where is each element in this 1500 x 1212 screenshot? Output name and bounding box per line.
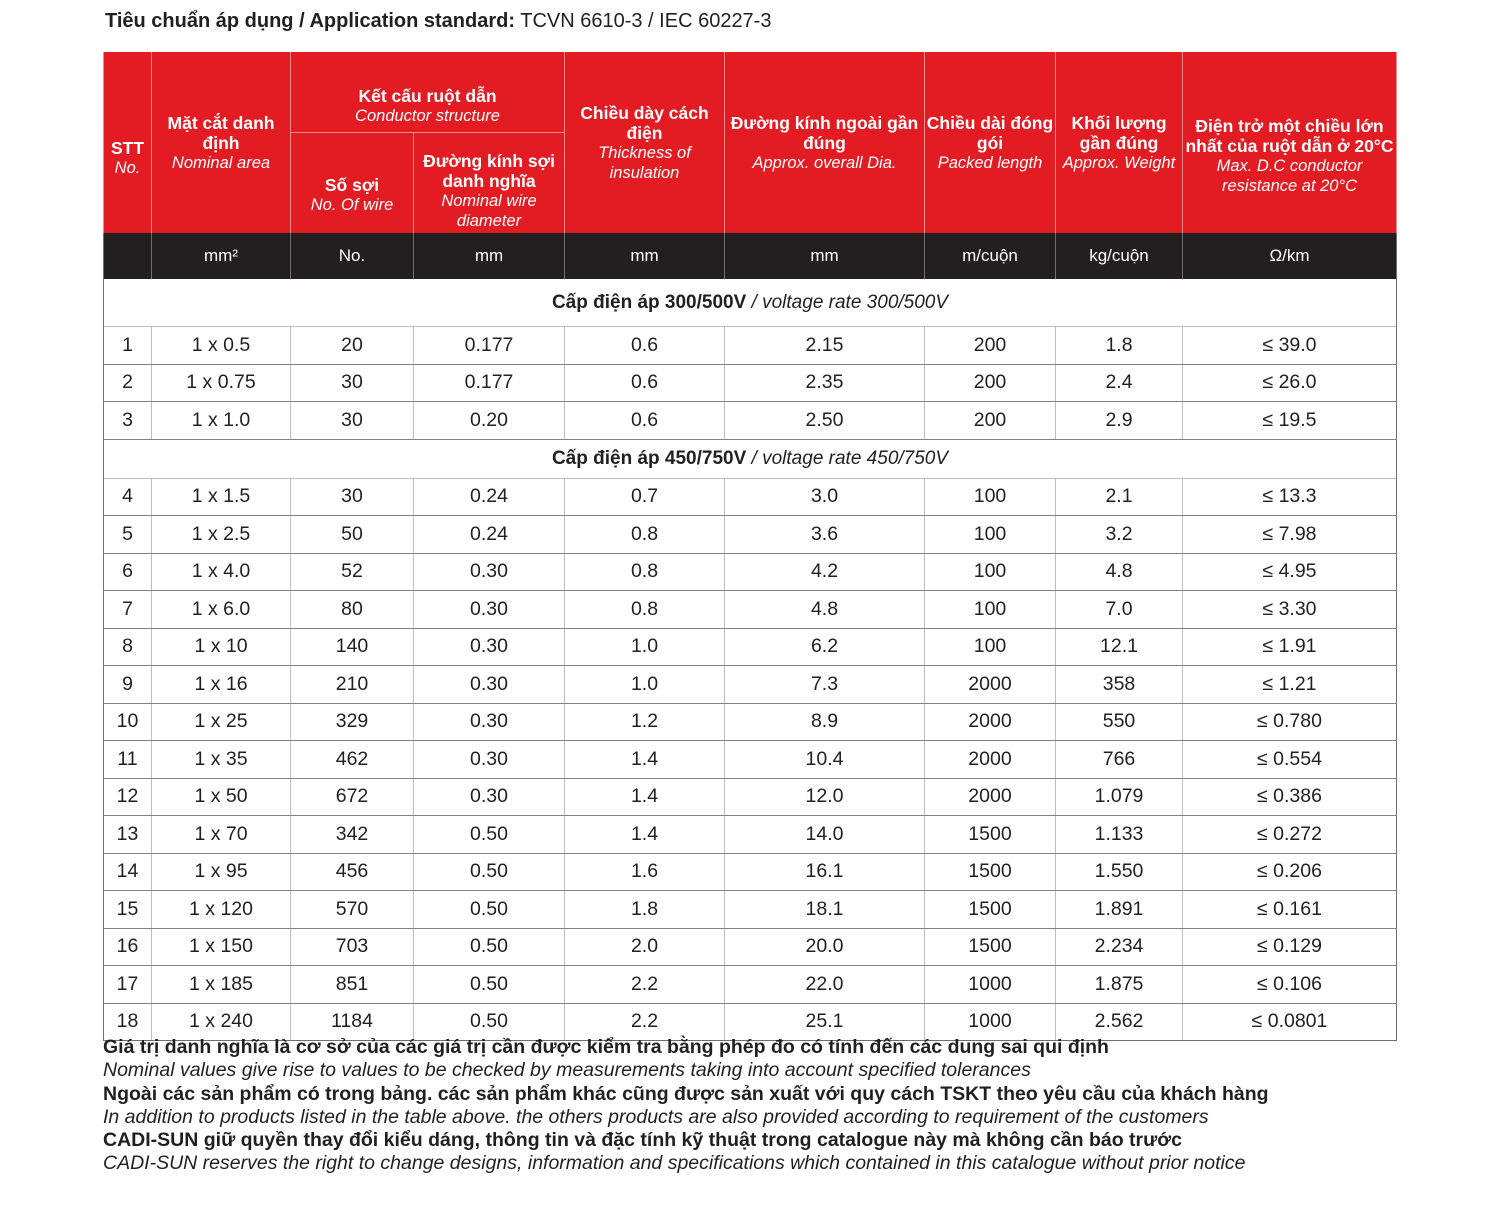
table-cell: 80: [291, 591, 414, 629]
table-cell: 100: [925, 628, 1056, 666]
table-cell: ≤ 0.780: [1183, 703, 1397, 741]
table-cell: 2.2: [565, 966, 725, 1004]
table-cell: 1 x 185: [152, 966, 291, 1004]
table-cell: ≤ 13.3: [1183, 478, 1397, 516]
header-insulation-thickness: Chiều dày cách điện Thickness of insulation: [565, 52, 725, 233]
table-cell: 8.9: [725, 703, 925, 741]
table-cell: 0.50: [414, 891, 565, 929]
table-cell: 1 x 1.5: [152, 478, 291, 516]
table-cell: 7.3: [725, 666, 925, 704]
unit-cell: Ω/km: [1183, 233, 1397, 279]
table-cell: 10.4: [725, 741, 925, 779]
table-cell: 0.24: [414, 516, 565, 554]
table-cell: 1.079: [1056, 778, 1183, 816]
table-cell: 3.0: [725, 478, 925, 516]
table-cell: ≤ 0.386: [1183, 778, 1397, 816]
table-cell: 1 x 10: [152, 628, 291, 666]
note-vi: Giá trị danh nghĩa là cơ sở của các giá trị cần được kiểm tra bằng phép đo có tính đến các dung sai qui định: [103, 1036, 1109, 1058]
table-row: [104, 853, 1397, 891]
table-cell: 1 x 50: [152, 778, 291, 816]
table-cell: ≤ 0.106: [1183, 966, 1397, 1004]
table-cell: 570: [291, 891, 414, 929]
table-cell: 7: [104, 591, 152, 629]
table-cell: 0.30: [414, 703, 565, 741]
section-heading-en: / voltage rate 450/750V: [746, 447, 949, 469]
table-cell: 1.0: [565, 628, 725, 666]
table-cell: 10: [104, 703, 152, 741]
table-cell: 0.50: [414, 816, 565, 854]
header-wire-diameter: Đường kính sợi danh nghĩa Nominal wire diameter: [414, 133, 565, 234]
table-cell: 0.6: [565, 327, 725, 365]
table-cell: 2.1: [1056, 478, 1183, 516]
unit-cell: No.: [291, 233, 414, 279]
table-cell: 140: [291, 628, 414, 666]
unit-cell: mm²: [152, 233, 291, 279]
table-row: [104, 327, 1397, 365]
table-cell: 0.8: [565, 553, 725, 591]
table-cell: 12.0: [725, 778, 925, 816]
table-cell: 0.30: [414, 591, 565, 629]
table-cell: 100: [925, 591, 1056, 629]
table-cell: 2.2: [565, 1003, 725, 1041]
table-cell: 2: [104, 364, 152, 402]
note-vi: Ngoài các sản phẩm có trong bảng. các sản phẩm khác cũng được sản xuất với quy cách TSKT theo yêu cầu của khách hàng: [103, 1082, 1269, 1105]
table-cell: 358: [1056, 666, 1183, 704]
table-cell: 1 x 240: [152, 1003, 291, 1041]
note-en: CADI-SUN reserves the right to change designs, information and specifications which contained in this catalogue without prior notice: [103, 1152, 1246, 1175]
table-cell: 14: [104, 853, 152, 891]
note-en: In addition to products listed in the table above. the others products are also provided according to requirement of the customers: [103, 1105, 1209, 1128]
table-row: [104, 778, 1397, 816]
table-cell: 0.6: [565, 402, 725, 440]
table-cell: ≤ 0.161: [1183, 891, 1397, 929]
table-row: [104, 1003, 1397, 1041]
table-cell: ≤ 0.129: [1183, 928, 1397, 966]
table-cell: 456: [291, 853, 414, 891]
table-cell: 200: [925, 364, 1056, 402]
table-cell: 1000: [925, 1003, 1056, 1041]
table-cell: 12.1: [1056, 628, 1183, 666]
table-cell: 3: [104, 402, 152, 440]
table-cell: 0.177: [414, 364, 565, 402]
table-cell: 342: [291, 816, 414, 854]
table-cell: 3.6: [725, 516, 925, 554]
table-cell: 16.1: [725, 853, 925, 891]
table-cell: 462: [291, 741, 414, 779]
table-cell: 30: [291, 478, 414, 516]
unit-cell: kg/cuộn: [1056, 233, 1183, 279]
table-cell: 2000: [925, 703, 1056, 741]
table-row: [104, 591, 1397, 629]
table-cell: 3.2: [1056, 516, 1183, 554]
table-cell: 1.4: [565, 741, 725, 779]
table-row: [104, 666, 1397, 704]
table-cell: 15: [104, 891, 152, 929]
table-cell: ≤ 1.91: [1183, 628, 1397, 666]
table-cell: 2.15: [725, 327, 925, 365]
table-cell: 1.8: [565, 891, 725, 929]
table-row: [104, 402, 1397, 440]
table-cell: 17: [104, 966, 152, 1004]
table-cell: 1 x 35: [152, 741, 291, 779]
table-cell: 20: [291, 327, 414, 365]
table-row: [104, 928, 1397, 966]
table-cell: 13: [104, 816, 152, 854]
table-cell: 2.234: [1056, 928, 1183, 966]
table-cell: 0.24: [414, 478, 565, 516]
table-cell: 2.50: [725, 402, 925, 440]
table-cell: 18: [104, 1003, 152, 1041]
table-cell: 16: [104, 928, 152, 966]
table-cell: 1 x 4.0: [152, 553, 291, 591]
table-row: [104, 703, 1397, 741]
table-cell: 4: [104, 478, 152, 516]
cable-spec-table: [103, 52, 1397, 1041]
section-heading-row: [104, 439, 1397, 478]
application-standard: [105, 10, 771, 33]
table-cell: 672: [291, 778, 414, 816]
table-cell: 2.562: [1056, 1003, 1183, 1041]
table-cell: 200: [925, 327, 1056, 365]
table-cell: 0.50: [414, 853, 565, 891]
table-cell: 1.4: [565, 816, 725, 854]
table-cell: 1 x 70: [152, 816, 291, 854]
table-cell: 2.9: [1056, 402, 1183, 440]
table-cell: ≤ 26.0: [1183, 364, 1397, 402]
table-cell: 14.0: [725, 816, 925, 854]
table-cell: 6.2: [725, 628, 925, 666]
section-heading: [104, 279, 1397, 327]
table-cell: 1 x 25: [152, 703, 291, 741]
table-cell: 100: [925, 553, 1056, 591]
table-cell: 1 x 0.5: [152, 327, 291, 365]
standard-label: Tiêu chuẩn áp dụng / Application standard:: [105, 10, 516, 32]
table-cell: 210: [291, 666, 414, 704]
section-heading-row: [104, 279, 1397, 327]
table-cell: 1500: [925, 816, 1056, 854]
table-cell: 9: [104, 666, 152, 704]
header-packed-length: Chiều dài đóng gói Packed length: [925, 52, 1056, 233]
table-cell: 0.8: [565, 516, 725, 554]
header-stt: STT No.: [104, 52, 152, 233]
table-cell: 22.0: [725, 966, 925, 1004]
header-approx-weight: Khối lượng gần đúng Approx. Weight: [1056, 52, 1183, 233]
table-cell: ≤ 1.21: [1183, 666, 1397, 704]
table-cell: 1500: [925, 928, 1056, 966]
table-cell: 703: [291, 928, 414, 966]
table-cell: 1 x 150: [152, 928, 291, 966]
table-cell: ≤ 4.95: [1183, 553, 1397, 591]
table-cell: 2.0: [565, 928, 725, 966]
note-vi: CADI-SUN giữ quyền thay đổi kiểu dáng, thông tin và đặc tính kỹ thuật trong catalogue này mà không cần báo trước: [103, 1129, 1182, 1152]
table-cell: 4.8: [1056, 553, 1183, 591]
table-cell: 50: [291, 516, 414, 554]
table-cell: 0.20: [414, 402, 565, 440]
table-cell: ≤ 0.206: [1183, 853, 1397, 891]
table-cell: 1500: [925, 853, 1056, 891]
table-cell: 4.2: [725, 553, 925, 591]
unit-cell: mm: [414, 233, 565, 279]
table-cell: 0.50: [414, 1003, 565, 1041]
table-cell: 2000: [925, 666, 1056, 704]
table-cell: 1.133: [1056, 816, 1183, 854]
table-cell: 0.30: [414, 553, 565, 591]
table-cell: 0.50: [414, 966, 565, 1004]
table-cell: 329: [291, 703, 414, 741]
table-cell: 4.8: [725, 591, 925, 629]
table-row: [104, 741, 1397, 779]
table-cell: 100: [925, 478, 1056, 516]
table-cell: 550: [1056, 703, 1183, 741]
table-cell: 0.30: [414, 666, 565, 704]
header-conductor-structure: Kết cấu ruột dẫn Conductor structure: [291, 52, 565, 133]
table-cell: ≤ 0.272: [1183, 816, 1397, 854]
table-cell: 18.1: [725, 891, 925, 929]
section-heading: [104, 439, 1397, 478]
table-row: [104, 628, 1397, 666]
table-cell: 100: [925, 516, 1056, 554]
table-cell: 25.1: [725, 1003, 925, 1041]
table-cell: 30: [291, 364, 414, 402]
table-row: [104, 516, 1397, 554]
table-cell: 0.6: [565, 364, 725, 402]
table-cell: 11: [104, 741, 152, 779]
table-cell: 2000: [925, 741, 1056, 779]
table-cell: 1: [104, 327, 152, 365]
table-row: [104, 478, 1397, 516]
table-cell: 1.875: [1056, 966, 1183, 1004]
table-cell: 1.8: [1056, 327, 1183, 365]
table-cell: 52: [291, 553, 414, 591]
table-body: [104, 279, 1397, 1041]
table-cell: 200: [925, 402, 1056, 440]
table-cell: 0.7: [565, 478, 725, 516]
table-cell: 30: [291, 402, 414, 440]
header-row: [104, 52, 1397, 133]
table-cell: 2.35: [725, 364, 925, 402]
table-cell: ≤ 0.0801: [1183, 1003, 1397, 1041]
table-cell: 851: [291, 966, 414, 1004]
table-cell: 20.0: [725, 928, 925, 966]
unit-cell: [104, 233, 152, 279]
table-cell: 1.6: [565, 853, 725, 891]
table-cell: 1 x 0.75: [152, 364, 291, 402]
table-cell: 1 x 16: [152, 666, 291, 704]
table-cell: 1.550: [1056, 853, 1183, 891]
table-cell: 1500: [925, 891, 1056, 929]
table-cell: 2.4: [1056, 364, 1183, 402]
table-cell: 1.4: [565, 778, 725, 816]
table-cell: 1 x 2.5: [152, 516, 291, 554]
table-cell: ≤ 3.30: [1183, 591, 1397, 629]
table-cell: 1 x 1.0: [152, 402, 291, 440]
header-max-resistance: Điện trở một chiều lớn nhất của ruột dẫn ở 20°C Max. D.C conductor resistance at 20°C: [1183, 52, 1397, 233]
table-cell: 1.2: [565, 703, 725, 741]
units-row: [104, 233, 1397, 279]
table-cell: 1.0: [565, 666, 725, 704]
header-overall-diameter: Đường kính ngoài gần đúng Approx. overall Dia.: [725, 52, 925, 233]
table-row: [104, 553, 1397, 591]
table-cell: 7.0: [1056, 591, 1183, 629]
table-cell: 0.30: [414, 628, 565, 666]
table-cell: 1 x 95: [152, 853, 291, 891]
table-cell: 12: [104, 778, 152, 816]
header-nominal-area: Mặt cắt danh định Nominal area: [152, 52, 291, 233]
note-en: Nominal values give rise to values to be checked by measurements taking into account specified tolerances: [103, 1059, 1031, 1082]
unit-cell: m/cuộn: [925, 233, 1056, 279]
table-cell: 766: [1056, 741, 1183, 779]
unit-cell: mm: [725, 233, 925, 279]
table-row: [104, 364, 1397, 402]
table-cell: 1.891: [1056, 891, 1183, 929]
section-heading-en: / voltage rate 300/500V: [746, 291, 949, 313]
section-heading-vi: Cấp điện áp 300/500V: [551, 291, 747, 313]
table-cell: 5: [104, 516, 152, 554]
table-cell: ≤ 7.98: [1183, 516, 1397, 554]
table-cell: 1000: [925, 966, 1056, 1004]
table-cell: 2000: [925, 778, 1056, 816]
table-cell: 0.8: [565, 591, 725, 629]
unit-cell: mm: [565, 233, 725, 279]
footnotes: [103, 1036, 1269, 1176]
standard-value: TCVN 6610-3 / IEC 60227-3: [515, 10, 772, 32]
table-cell: 1184: [291, 1003, 414, 1041]
header-number-of-wires: Số sợi No. Of wire: [291, 133, 414, 234]
table-cell: 0.177: [414, 327, 565, 365]
table-row: [104, 891, 1397, 929]
table-cell: 1 x 6.0: [152, 591, 291, 629]
table-cell: 0.30: [414, 741, 565, 779]
table-cell: 6: [104, 553, 152, 591]
table-cell: ≤ 39.0: [1183, 327, 1397, 365]
table-row: [104, 816, 1397, 854]
section-heading-vi: Cấp điện áp 450/750V: [551, 447, 747, 469]
table-row: [104, 966, 1397, 1004]
table-cell: 8: [104, 628, 152, 666]
table-cell: 0.50: [414, 928, 565, 966]
table-cell: ≤ 0.554: [1183, 741, 1397, 779]
table-cell: 1 x 120: [152, 891, 291, 929]
table-cell: 0.30: [414, 778, 565, 816]
table-cell: ≤ 19.5: [1183, 402, 1397, 440]
